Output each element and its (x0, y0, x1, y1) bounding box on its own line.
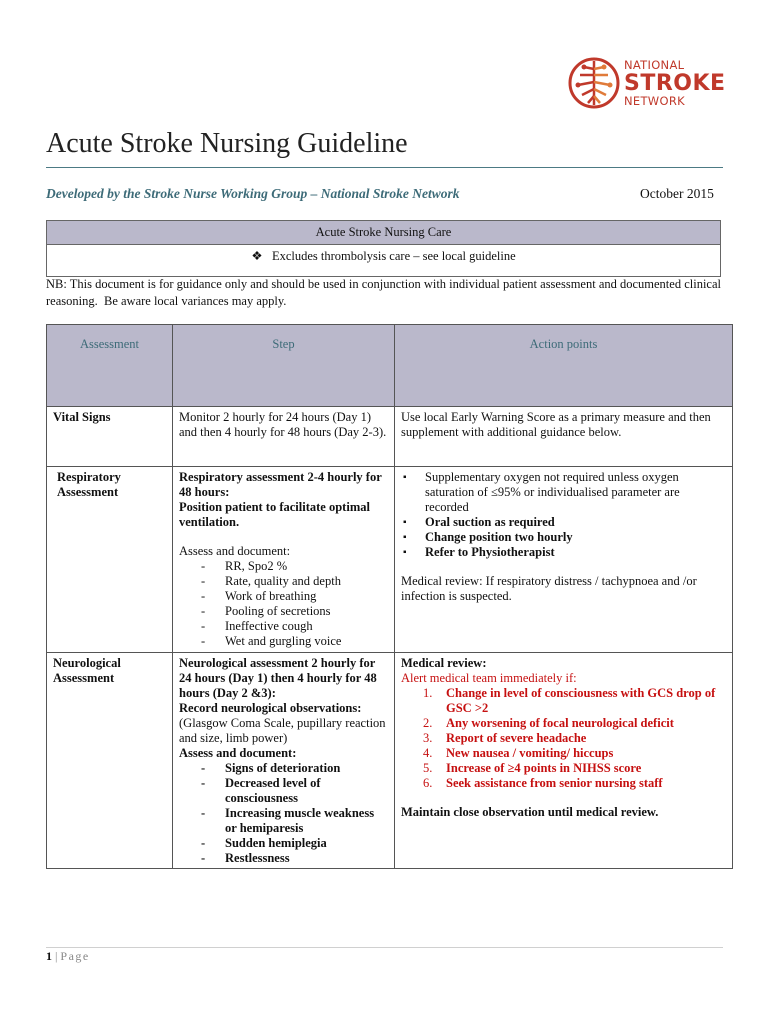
list-item: - Sudden hemiplegia (201, 836, 388, 851)
list-item: - Work of breathing (201, 589, 388, 604)
title-divider (46, 167, 723, 168)
footer-divider (46, 947, 723, 948)
resp-action-list (401, 470, 726, 560)
list-item: ▪ Refer to Physiotherapist (401, 545, 726, 560)
national-stroke-network-logo (566, 55, 726, 115)
page-number: 1 (46, 949, 52, 963)
logo-line-network: NETWORK (624, 93, 685, 108)
nb-disclaimer (46, 276, 726, 310)
row-label-vital-signs: Vital Signs (53, 410, 111, 424)
list-item: - Ineffective cough (201, 619, 388, 634)
neuro-medical-review: Medical review: (401, 656, 487, 670)
page-label: Page (60, 949, 90, 963)
resp-step-frequency: Respiratory assessment 2-4 hourly for 48 hours: (179, 470, 382, 499)
neuro-assess-list (179, 761, 388, 866)
neuro-alert-heading: Alert medical team immediately if: (401, 671, 577, 685)
list-item: - Signs of deterioration (201, 761, 388, 776)
logo-line-stroke: STROKE (624, 70, 726, 96)
vital-step: Monitor 2 hourly for 24 hours (Day 1) and then 4 hourly for 48 hours (Day 2-3). (173, 407, 395, 467)
care-box-header: Acute Stroke Nursing Care (47, 221, 721, 245)
header-action-points: Action points (395, 325, 733, 407)
list-item: ▪ Oral suction as required (401, 515, 726, 530)
page-title: Acute Stroke Nursing Guideline (46, 128, 408, 159)
neuro-step-frequency: Neurological assessment 2 hourly for 24 hours (Day 1) then 4 hourly for 48 hours (Day 2 &3): (179, 656, 377, 700)
guideline-table (46, 324, 733, 869)
resp-medical-review: Medical review: If respiratory distress / tachypnoea and /or infection is suspected. (401, 574, 697, 603)
footer-separator: | (55, 949, 58, 963)
list-item: - Wet and gurgling voice (201, 634, 388, 649)
list-item: - Restlessness (201, 851, 388, 866)
list-item: - Pooling of secretions (201, 604, 388, 619)
nb-text: NB: This document is for guidance only and should be used in conjunction with individual patient assessment and documented clinical reasoning. (46, 277, 721, 308)
neuro-assess-label: Assess and document: (179, 746, 297, 760)
list-item: 4. New nausea / vomiting/ hiccups (423, 746, 614, 760)
list-item: - RR, Spo2 % (201, 559, 388, 574)
table-row (47, 653, 733, 869)
list-item: 1. Change in level of consciousness with GCS drop of GSC >2 (423, 686, 716, 715)
header-step: Step (173, 325, 395, 407)
resp-action-cell (395, 467, 733, 653)
resp-step-position: Position patient to facilitate optimal ventilation. (179, 500, 370, 529)
table-row (47, 467, 733, 653)
document-date: October 2015 (640, 186, 714, 201)
list-item: 2. Any worsening of focal neurological deficit (423, 716, 674, 730)
care-summary-box (46, 220, 721, 277)
list-item: 5. Increase of ≥4 points in NIHSS score (423, 761, 642, 775)
neuro-maintain-observation: Maintain close observation until medical review. (401, 805, 659, 819)
table-header-row (47, 325, 733, 407)
row-label-respiratory: Respiratory Assessment (57, 470, 121, 499)
neuro-step-detail: (Glasgow Coma Scale, pupillary reaction and size, limb power) (179, 716, 386, 745)
list-item: - Rate, quality and depth (201, 574, 388, 589)
care-box-body (47, 245, 721, 277)
table-row (47, 407, 733, 467)
list-item: 6. Seek assistance from senior nursing staff (423, 776, 663, 790)
resp-assess-label: Assess and document: (179, 544, 291, 558)
diamond-bullet-icon: ❖ (251, 249, 263, 263)
logo-line-national: NATIONAL (624, 58, 685, 72)
brain-icon (566, 55, 622, 111)
document-subtitle: Developed by the Stroke Nurse Working Group – National Stroke Network (46, 186, 460, 201)
neuro-step-record: Record neurological observations: (179, 701, 362, 715)
list-item: ▪ Supplementary oxygen not required unless oxygen saturation of ≤95% or individualised parameter are recorded (401, 470, 726, 515)
list-item: ▪ Change position two hourly (401, 530, 726, 545)
neuro-action-cell (395, 653, 733, 869)
neuro-step-cell (173, 653, 395, 869)
care-box-bullet: Excludes thrombolysis care – see local guideline (271, 249, 516, 263)
page-footer (46, 949, 90, 964)
list-item: 3. Report of severe headache (423, 731, 587, 745)
nb-tail: Be aware local variances may apply. (103, 294, 287, 308)
header-assessment: Assessment (47, 325, 173, 407)
resp-assess-list (179, 559, 388, 649)
row-label-neurological: Neurological Assessment (53, 656, 121, 685)
neuro-alert-list (401, 686, 726, 791)
vital-action: Use local Early Warning Score as a primary measure and then supplement with additional guidance below. (395, 407, 733, 467)
list-item: - Decreased level of consciousness (201, 776, 388, 806)
list-item: - Increasing muscle weakness or hemiparesis (201, 806, 388, 836)
resp-step-cell (173, 467, 395, 653)
